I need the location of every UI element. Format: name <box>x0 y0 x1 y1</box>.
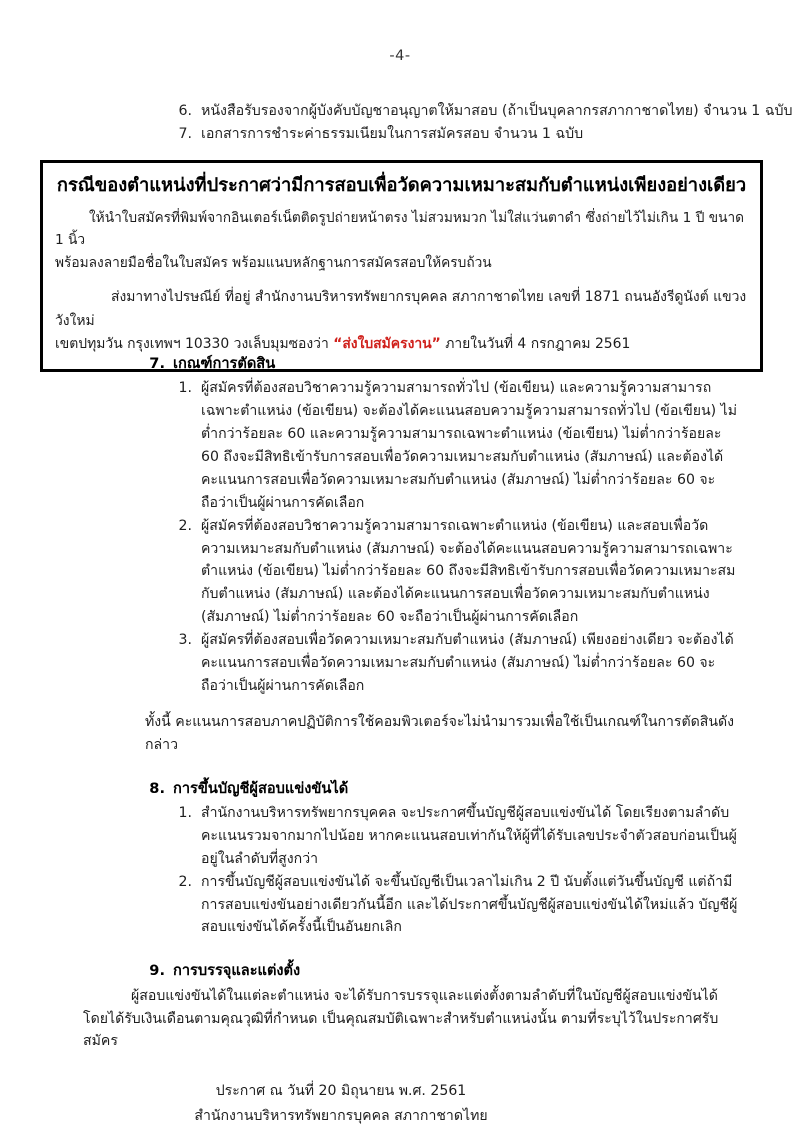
list-item-text: เอกสารการชำระค่าธรรมเนียมในการสมัครสอบ จำนวน 1 ฉบับ <box>201 126 584 142</box>
section-9-number: 9. <box>149 962 165 980</box>
section-spacer <box>0 757 800 777</box>
address-line-2-suffix: ภายในวันที่ 4 กรกฎาคม 2561 <box>440 336 631 353</box>
instructions-line-1: ให้นำใบสมัครที่พิมพ์จากอินเตอร์เน็ตติดรูปถ่ายหน้าตรง ไม่สวมหมวก ไม่ใส่แว่นตาดำ ซึ่งถ่ายไว้ไม่เกิน 1 ปี ขนาด 1 นิ้ว <box>55 209 745 249</box>
list-item <box>0 515 800 629</box>
list-item-number: 3. <box>178 632 192 649</box>
document-body <box>0 352 800 1128</box>
list-item-text: การขึ้นบัญชีผู้สอบแข่งขันได้ จะขึ้นบัญชีเป็นเวลาไม่เกิน 2 ปี นับตั้งแต่วันขึ้นบัญชี แต่ถ้ามีการสอบแข่งขันอย่างเดียวกันนี้อีก และได้ประกาศขึ้นบัญชีผู้สอบแข่งขันได้ใหม่แล้ว บัญชีผู้สอบแข่งขันได้ครั้งนี้เป็นอันยกเลิก <box>201 873 738 936</box>
section-8-items <box>0 802 800 939</box>
list-item-number: 2. <box>178 873 192 890</box>
list-item-text: ผู้สมัครที่ต้องสอบวิชาความรู้ความสามารถเฉพาะตำแหน่ง (ข้อเขียน) และสอบเพื่อวัดความเหมาะสมกับตำแหน่ง (สัมภาษณ์) จะต้องได้คะแนนสอบความรู้ความสามารถเฉพาะตำแหน่ง (ข้อเขียน) ไม่ต่ำกว่าร้อยละ 60 ถึงจะมีสิทธิเข้ารับการสอบเพื่อวัดความเหมาะสมกับตำแหน่ง (สัมภาษณ์) และต้องได้คะแนนการสอบเพื่อวัดความเหมาะสมกับตำแหน่ง (สัมภาษณ์) ไม่ต่ำกว่าร้อยละ 60 จะถือว่าเป็นผู้ผ่านการคัดเลือก <box>201 517 736 626</box>
list-item-number: 2. <box>178 517 192 534</box>
address-line-1: ส่งมาทางไปรษณีย์ ที่อยู่ สำนักงานบริหารทรัพยากรบุคคล สภากาชาดไทย เลขที่ 1871 ถนนอังรีดูนังต์ แขวงวังใหม่ <box>55 288 747 329</box>
list-item <box>0 123 800 146</box>
address-line-2-prefix: เขตปทุมวัน กรุงเทพฯ 10330 วงเล็บมุมซองว่า <box>55 336 334 353</box>
highlight-box-address <box>55 286 748 357</box>
announcement-date: ประกาศ ณ วันที่ 20 มิถุนายน พ.ศ. 2561 <box>215 1083 467 1100</box>
section-8 <box>0 777 800 940</box>
highlight-box <box>40 160 763 372</box>
list-item <box>0 802 800 871</box>
list-item-number: 6. <box>178 103 192 119</box>
list-item-number: 7. <box>178 126 192 142</box>
section-7-note: ทั้งนี้ คะแนนการสอบภาคปฏิบัติการใช้คอมพิวเตอร์จะไม่นำมารวมเพื่อใช้เป็นเกณฑ์ในการตัดสินดังกล่าว <box>145 713 735 753</box>
list-item <box>0 629 800 698</box>
address-envelope-note: “ส่งใบสมัครงาน” <box>333 336 441 353</box>
section-8-heading <box>0 777 800 800</box>
signature-block <box>0 1079 800 1127</box>
section-7 <box>0 352 800 757</box>
list-item-number: 1. <box>178 380 192 397</box>
section-7-heading <box>0 352 800 375</box>
list-item-text: ผู้สมัครที่ต้องสอบเพื่อวัดความเหมาะสมกับตำแหน่ง (สัมภาษณ์) เพียงอย่างเดียว จะต้องได้คะแนนการสอบเพื่อวัดความเหมาะสมกับตำแหน่ง (สัมภาษณ์) ไม่ต่ำกว่าร้อยละ 60 จะถือว่าเป็นผู้ผ่านการคัดเลือก <box>201 632 734 694</box>
address-line-2 <box>55 336 630 352</box>
list-item-text: ผู้สมัครที่ต้องสอบวิชาความรู้ความสามารถทั่วไป (ข้อเขียน) และความรู้ความสามารถเฉพาะตำแหน่ง (ข้อเขียน) จะต้องได้คะแนนสอบความรู้ความสามารถทั่วไป (ข้อเขียน) ไม่ต่ำกว่าร้อยละ 60 และความรู้ความสามารถเฉพาะตำแหน่ง (ข้อเขียน) ไม่ต่ำกว่าร้อยละ 60 ถึงจะมีสิทธิเข้ารับการสอบเพื่อวัดความเหมาะสมกับตำแหน่ง (สัมภาษณ์) และต้องได้คะแนนการสอบเพื่อวัดความเหมาะสมกับตำแหน่ง (สัมภาษณ์) ไม่ต่ำกว่าร้อยละ 60 จะถือว่าเป็นผู้ผ่านการคัดเลือก <box>201 380 737 511</box>
section-9 <box>0 959 800 1053</box>
section-9-paragraph <box>0 985 800 1054</box>
highlight-box-title: กรณีของตำแหน่งที่ประกาศว่ามีการสอบเพื่อวัดความเหมาะสมกับตำแหน่งเพียงอย่างเดียว <box>56 175 747 196</box>
instructions-line-2: พร้อมลงลายมือชื่อในใบสมัคร พร้อมแนบหลักฐานการสมัครสอบให้ครบถ้วน <box>55 255 492 272</box>
top-documents-list <box>0 100 800 146</box>
section-8-title: การขึ้นบัญชีผู้สอบแข่งขันได้ <box>173 779 349 797</box>
highlight-box-instructions <box>55 207 748 275</box>
section-7-title: เกณฑ์การตัดสิน <box>173 355 276 372</box>
section-8-number: 8. <box>149 779 165 797</box>
issuing-office: สำนักงานบริหารทรัพยากรบุคคล สภากาชาดไทย <box>194 1107 488 1124</box>
section-7-number: 7. <box>149 355 165 372</box>
list-item <box>0 871 800 940</box>
list-item-text: หนังสือรับรองจากผู้บังคับบัญชาอนุญาตให้มาสอบ (ถ้าเป็นบุคลากรสภากาชาดไทย) จำนวน 1 ฉบับ <box>201 103 793 119</box>
list-item-number: 1. <box>178 804 192 821</box>
section-7-items <box>0 377 800 697</box>
page-number: -4- <box>389 48 411 64</box>
section-spacer <box>0 939 800 959</box>
section-9-heading <box>0 959 800 982</box>
list-item <box>0 377 800 514</box>
list-item-text: สำนักงานบริหารทรัพยากรบุคคล จะประกาศขึ้นบัญชีผู้สอบแข่งขันได้ โดยเรียงตามลำดับคะแนนรวมจากมากไปน้อย หากคะแนนสอบเท่ากันให้ผู้ที่ได้รับเลขประจำตัวสอบก่อนเป็นผู้อยู่ในลำดับที่สูงกว่า <box>201 804 737 867</box>
list-item <box>0 100 800 123</box>
section-9-title: การบรรจุและแต่งตั้ง <box>173 962 301 980</box>
section-9-paragraph-text: ผู้สอบแข่งขันได้ในแต่ละตำแหน่ง จะได้รับการบรรจุและแต่งตั้งตามลำดับที่ในบัญชีผู้สอบแข่งขันได้ โดยได้รับเงินเดือนตามคุณวุฒิที่กำหนด เป็นคุณสมบัติเฉพาะสำหรับตำแหน่งนั้น ตามที่ระบุไว้ในประกาศรับสมัคร <box>83 987 719 1050</box>
